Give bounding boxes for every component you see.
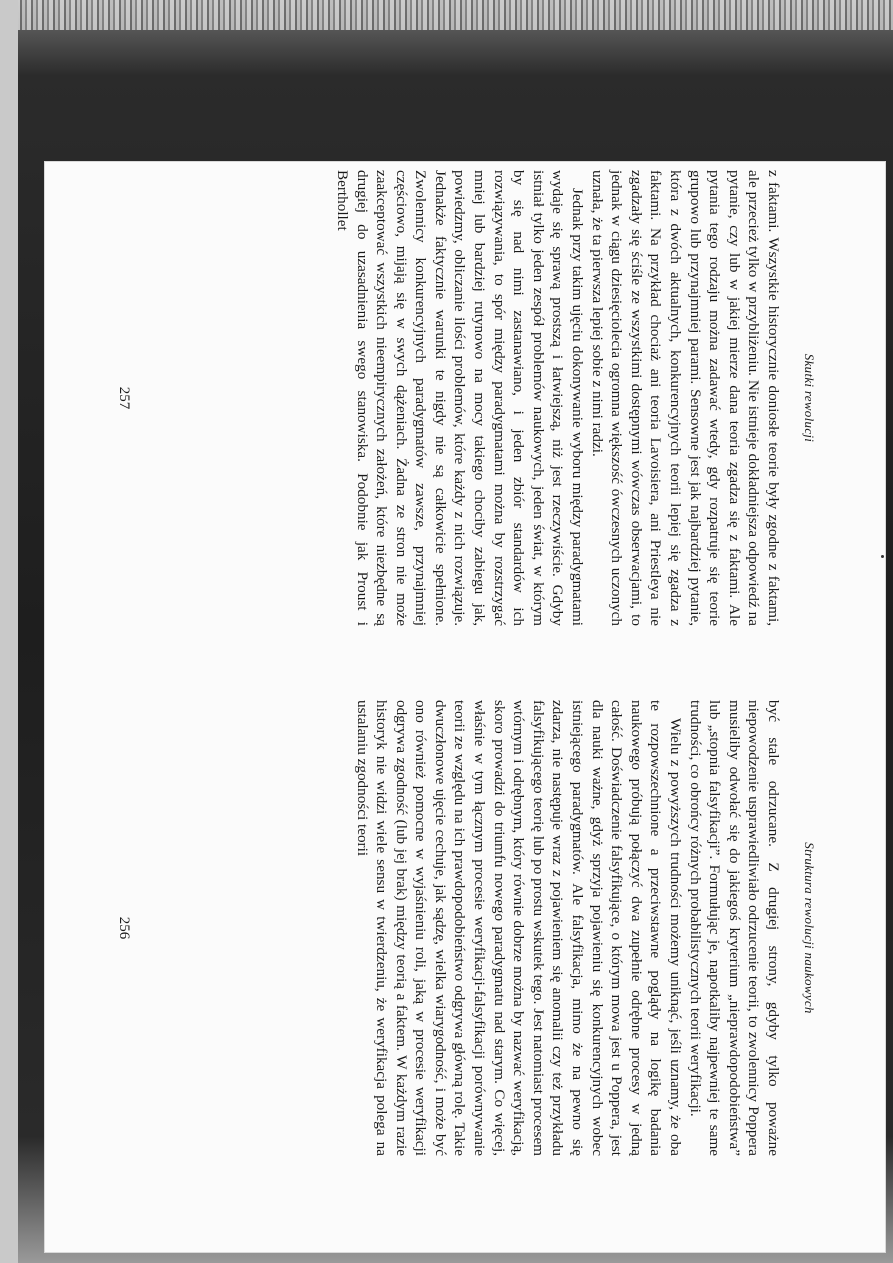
right-page bbox=[105, 148, 835, 648]
paragraph: Wielu z powyższych trudności możemy uniknąć, jeśli uznamy, że oba te rozpowszechnione a przeciwstawne poglądy na logikę badania naukowego próbują połączyć dwa zupełnie odrębne procesy w jedną całość. Doświadczenie falsyfikujące, o którym mowa jest u Poppera, jest dla nauki ważne, gdyż sprzyja pojawieniu się konkurencyjnych wobec istniejącego paradygmatów. Ale falsyfikacja, mimo że na pewno się zdarza, nie następuje wraz z pojawieniem się anomalii czy też przykładu falsyfikującego teorię lub po prostu wskutek tego. Jest natomiast procesem wtórnym i odrębnym, który równie dobrze można by nazwać weryfikacją, skoro prowadzi do triumfu nowego paradygmatu nad starym. Co więcej, właśnie w tym łącznym procesie weryfikacji-falsyfikacji porównywanie teorii ze względu na ich prawdopodobieństwo odgrywa główną rolę. Takie dwuczłonowe ujęcie cechuje, jak sądzę, wielka wiarygodność, i może być ono również pomocne w wyjaśnieniu roli, jaką w procesie weryfikacji odgrywa zgodność (lub jej brak) między teorią a faktem. W każdym razie historyk nie widzi wiele sensu w twierdzeniu, że weryfikacja polega na ustalaniu zgodności teorii bbox=[353, 700, 685, 1156]
scanner-margin bbox=[0, 0, 18, 1263]
right-page-text bbox=[332, 170, 783, 626]
left-page bbox=[105, 678, 835, 1178]
book-spread bbox=[105, 148, 835, 1178]
paragraph: być stale odrzucane. Z drugiej strony, gdyby tylko poważne niepowodzenie usprawiedliwiało odrzucenie teorii, to zwolennicy Poppera musieliby odwołać się do jakiegoś kryterium „nieprawdopodobieństwa” lub „stopnia falsyfikacji”. Formułując je, napotkaliby najpewniej te same trudności, co obrońcy różnych probabilistycznych teorii weryfikacji. bbox=[686, 700, 782, 1156]
paragraph: z faktami. Wszystkie historycznie doniosłe teorie były zgodne z faktami, ale przecież tylko w przybliżeniu. Nie istnieje dokładniejsza odpowiedź na pytanie, czy lub w jakiej mierze dana teoria zgadza się z faktami. Ale pytania tego rodzaju można zadawać wtedy, gdy rozpatruje się teorie grupowo lub przynajmniej parami. Sensowne jest jak najbardziej pytanie, która z dwóch aktualnych, konkurencyjnych teorii lepiej się zgadza z faktami. Na przykład chociaż ani teoria Lavoisiera, ani Priestleya nie zgadzały się ściśle ze wszystkimi dostępnymi wówczas obserwacjami, to jednak w ciągu dziesięciolecia ogromna większość ówczesnych uczonych uznała, że ta pierwsza lepiej sobie z nimi radzi. bbox=[588, 170, 782, 626]
scanner-edge-noise bbox=[0, 0, 893, 30]
left-page-text bbox=[352, 700, 783, 1156]
page-number-left: 256 bbox=[116, 916, 132, 940]
paragraph: Jednak przy takim ujęciu dokonywanie wyboru między paradygmatami wydaje się sprawą prostszą i łatwiejszą, niż jest rzeczywiście. Gdyby istniał tylko jeden zespół problemów naukowych, jeden świat, w którym by się nad nimi zastanawiano, i jeden zbiór standardów ich rozwiązywania, to spór między paradygmatami można by rozstrzygać mniej lub bardziej rutynowo na mocy takiego chociby zabiegu jak, powiedzmy, obliczanie ilości problemów, które każdy z nich rozwiązuje. Jednakże faktycznie warunki te nigdy nie są całkowicie spełnione. Zwolennicy konkurencyjnych paradygmatów zawsze, przynajmniej częściowo, mijają się w swych dążeniach. Żadna ze stron nie może zaakceptować wszystkich nieempirycznych założeń, które niezbędne są drugiej do uzasadnienia swego stanowiska. Podobnie jak Proust i Berthollet bbox=[333, 170, 587, 626]
running-head-right: Skutki rewolucji bbox=[802, 353, 817, 443]
running-head-left: Struktura rewolucji naukowych bbox=[802, 842, 817, 1014]
page-number-right: 257 bbox=[116, 386, 132, 410]
scan-speck bbox=[881, 555, 884, 558]
